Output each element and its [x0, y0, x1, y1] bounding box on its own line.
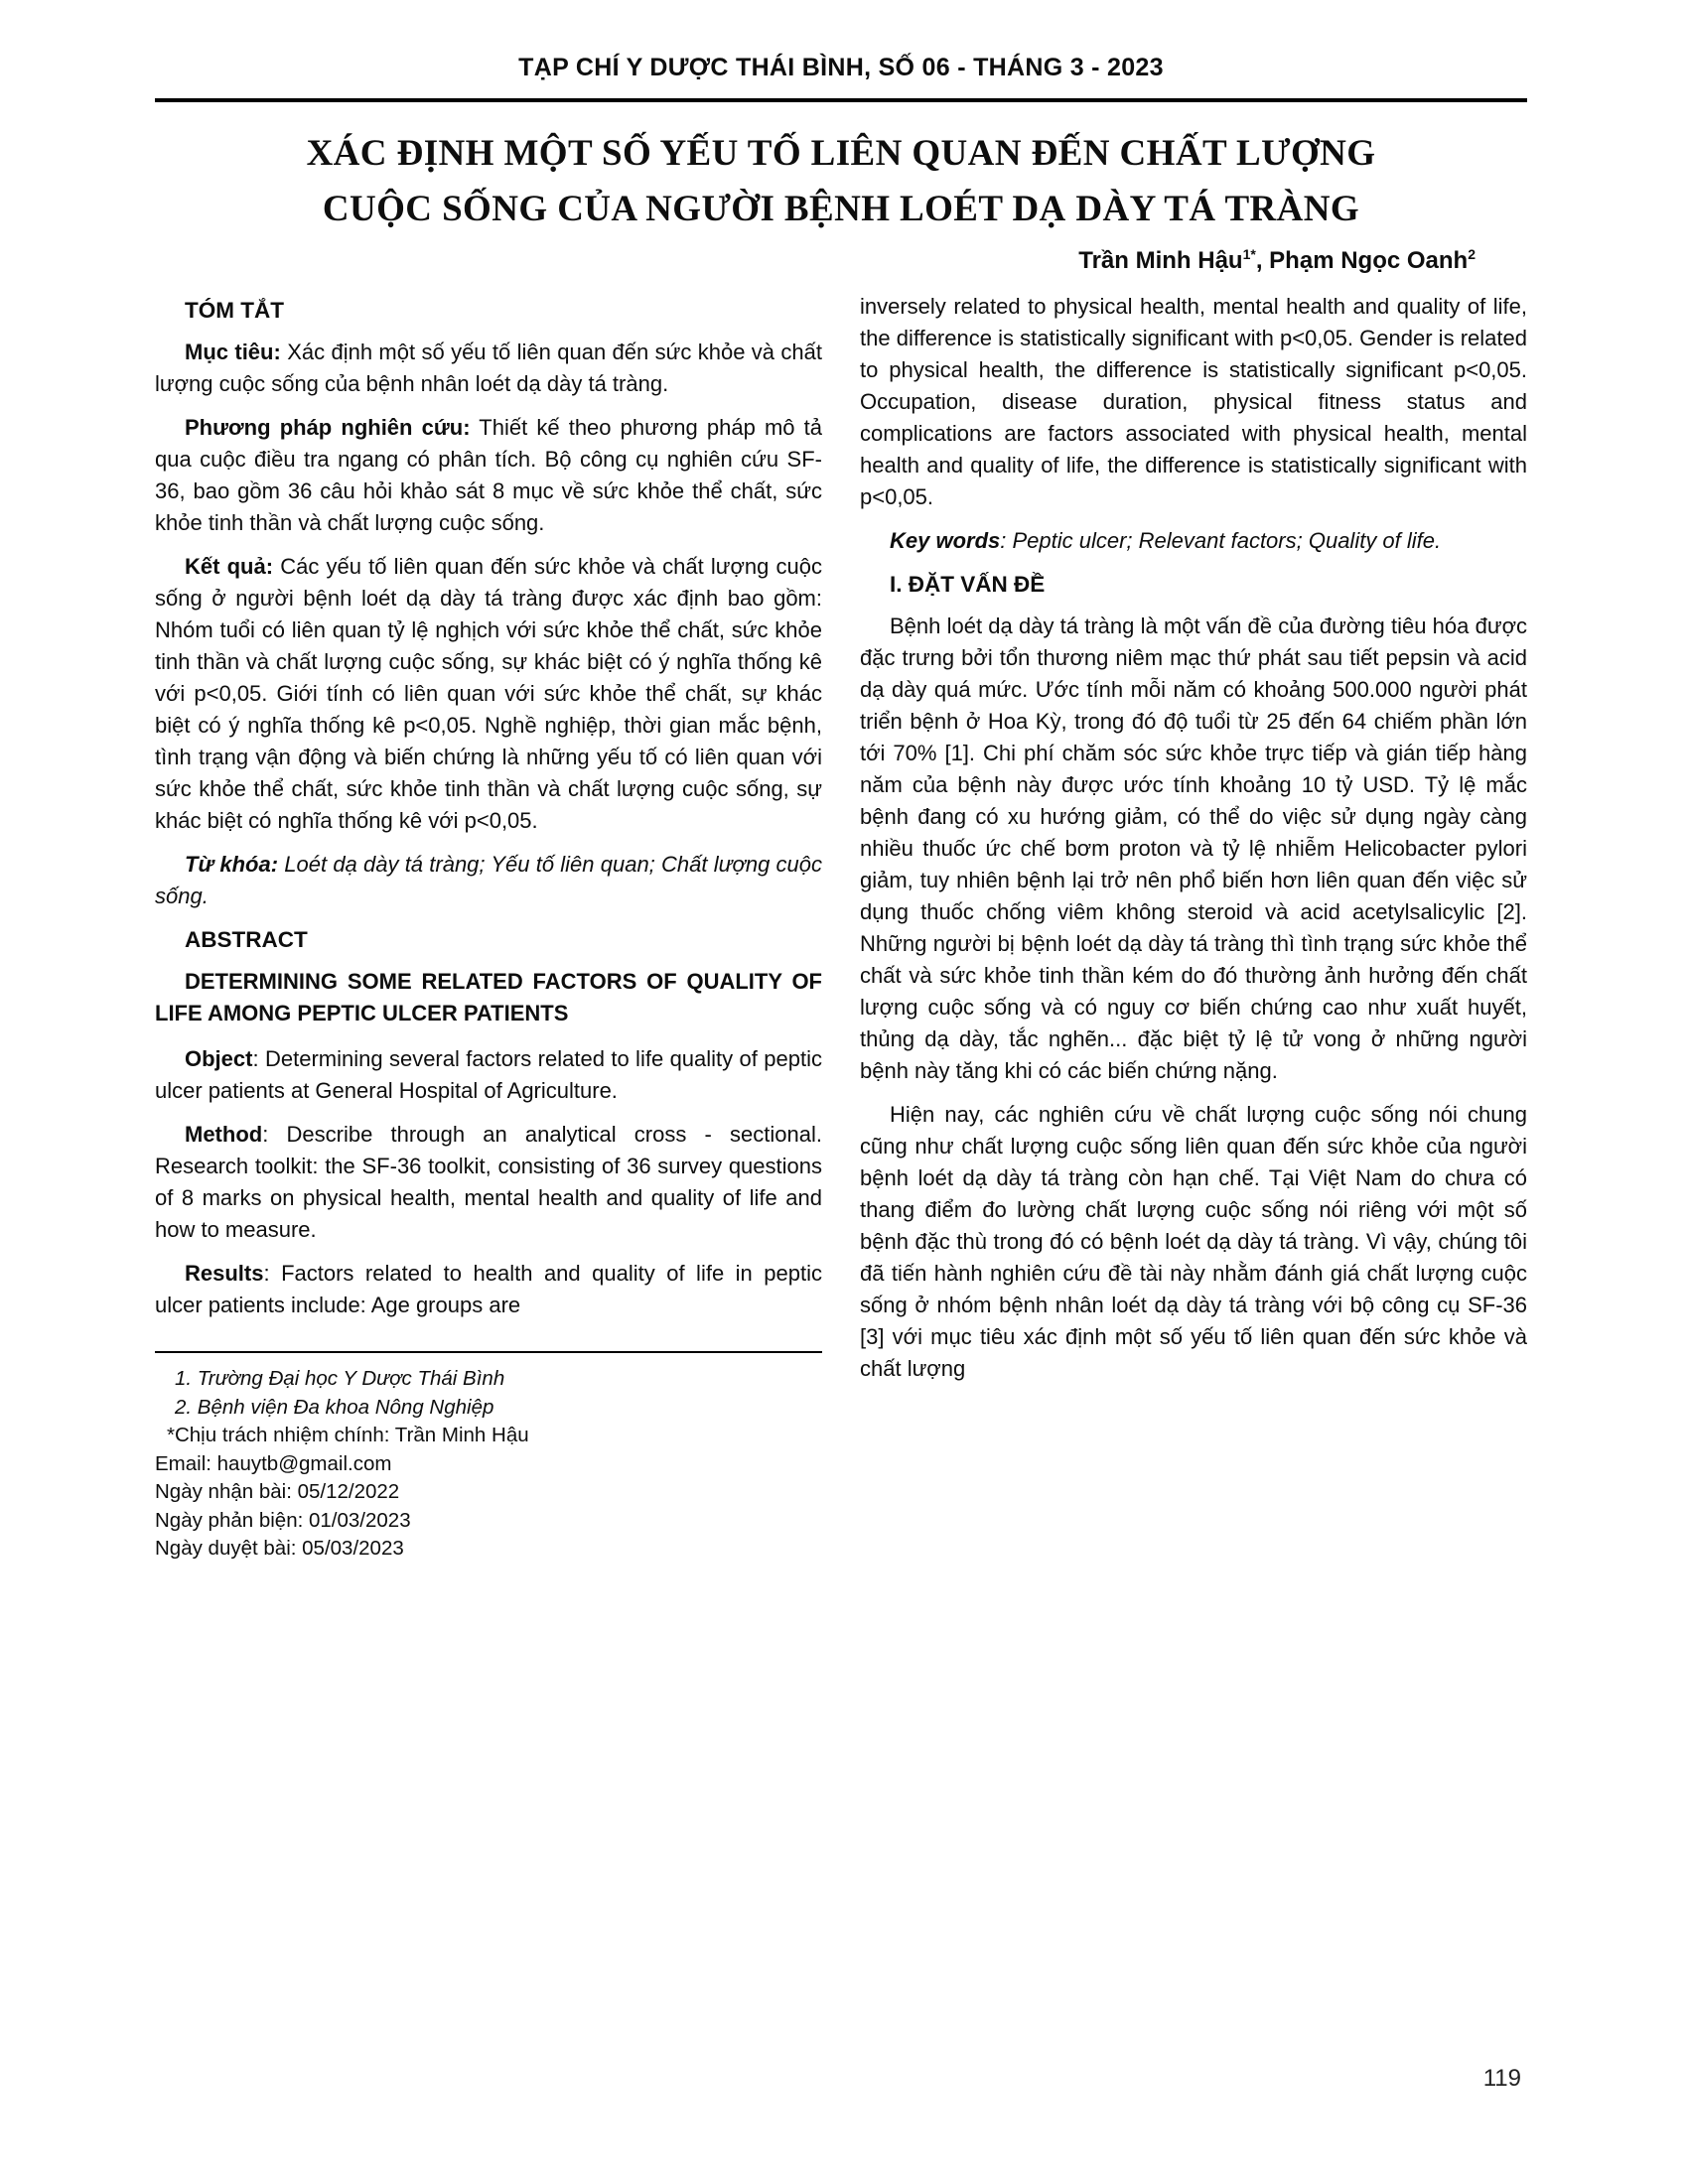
abstract-vi-keywords-paragraph — [155, 849, 822, 912]
introduction-heading: I. ĐẶT VẤN ĐỀ — [890, 572, 1046, 597]
authors-line — [155, 246, 1527, 275]
abstract-en-method-paragraph — [155, 1119, 822, 1246]
right-column — [860, 291, 1527, 1564]
keywords-vi-text: Loét dạ dày tá tràng; Yếu tố liên quan; Chất lượng cuộc sống. — [155, 852, 822, 908]
abstract-vi-method-paragraph — [155, 412, 822, 539]
article-title — [155, 126, 1527, 236]
footnote-email: Email: hauytb@gmail.com — [155, 1451, 392, 1475]
objective-label: Mục tiêu: — [185, 340, 281, 364]
abstract-en-results-continued: inversely related to physical health, mental health and quality of life, the difference is statistically significant with p<0,05. Gender is related to physical health, the difference is statistically significant p<0,05. Occupation, disease duration, physical fitness status and complications are factors associated with physical health, mental health and quality of life, the difference is statistically significant with p<0,05. — [860, 294, 1527, 509]
footnote-date-reviewed: Ngày phản biện: 01/03/2023 — [155, 1508, 411, 1532]
results-en-text: : Factors related to health and quality of life in peptic ulcer patients include: Age groups are — [155, 1261, 822, 1317]
footnote-affiliation-2: 2. Bệnh viện Đa khoa Nông Nghiệp — [175, 1395, 494, 1419]
objective-text: Xác định một số yếu tố liên quan đến sức khỏe và chất lượng cuộc sống của bệnh nhân loét dạ dày tá tràng. — [155, 340, 822, 396]
abstract-en-results-paragraph — [155, 1258, 822, 1321]
footnote-block — [155, 1351, 822, 1564]
left-column — [155, 291, 822, 1564]
abstract-en-object-paragraph — [155, 1043, 822, 1107]
keywords-vi-label: Từ khóa: — [185, 852, 279, 877]
abstract-en-keywords-paragraph — [860, 525, 1527, 557]
introduction-paragraph-2: Hiện nay, các nghiên cứu về chất lượng cuộc sống nói chung cũng như chất lượng cuộc sống liên quan đến sức khỏe của người bệnh loét dạ dày tá tràng còn hạn chế. Tại Việt Nam do chưa có thang điểm đo lường chất lượng cuộc sống nói riêng với một số bệnh đặc thù trong đó có bệnh loét dạ dày tá tràng. Vì vậy, chúng tôi đã tiến hành nghiên cứu đề tài này nhằm đánh giá chất lượng cuộc sống ở nhóm bệnh nhân loét dạ dày tá tràng với bộ công cụ SF-36 [3] với mục tiêu xác định một số yếu tố liên quan đến sức khỏe và chất lượng — [860, 1102, 1527, 1381]
abstract-vi-heading: TÓM TẮT — [185, 298, 284, 323]
method-label: Phương pháp nghiên cứu: — [185, 415, 471, 440]
abstract-vi-results-paragraph — [155, 551, 822, 837]
article-title-line2: CUỘC SỐNG CỦA NGƯỜI BỆNH LOÉT DẠ DÀY TÁ TRÀNG — [322, 188, 1360, 229]
header-rule — [155, 98, 1527, 102]
method-en-text: : Describe through an analytical cross - sectional. Research toolkit: the SF-36 toolkit, consisting of 36 survey questions of 8 marks on physical health, mental health and quality of life and how to measure. — [155, 1122, 822, 1242]
page-number: 119 — [1482, 2065, 1521, 2092]
article-title-line1: XÁC ĐỊNH MỘT SỐ YẾU TỐ LIÊN QUAN ĐẾN CHẤT LƯỢNG — [306, 133, 1376, 174]
author-2-affiliation-mark: 2 — [1468, 246, 1476, 262]
results-en-label: Results — [185, 1261, 264, 1286]
footnote-separator — [155, 1351, 822, 1353]
keywords-en-text: : Peptic ulcer; Relevant factors; Quality of life. — [1000, 528, 1442, 553]
footnote-affiliation-1: 1. Trường Đại học Y Dược Thái Bình — [175, 1367, 505, 1390]
author-1-affiliation-mark: 1* — [1242, 246, 1256, 262]
method-text: Thiết kế theo phương pháp mô tả qua cuộc điều tra ngang có phân tích. Bộ công cụ nghiên cứu SF-36, bao gồm 36 câu hỏi khảo sát 8 mục về sức khỏe thể chất, sức khỏe tinh thần và chất lượng cuộc sống. — [155, 415, 823, 535]
author-1-name: Trần Minh Hậu — [1078, 247, 1243, 274]
method-en-label: Method — [185, 1122, 263, 1147]
two-column-body — [155, 291, 1527, 1564]
footnote-corresponding-author: *Chịu trách nhiệm chính: Trần Minh Hậu — [167, 1424, 529, 1446]
footnote-date-accepted: Ngày duyệt bài: 05/03/2023 — [155, 1537, 404, 1560]
abstract-en-heading: ABSTRACT — [185, 927, 308, 952]
results-label: Kết quả: — [185, 554, 274, 579]
object-en-text: : Determining several factors related to life quality of peptic ulcer patients at General Hospital of Agriculture. — [155, 1046, 822, 1103]
keywords-en-label: Key words — [890, 528, 1001, 553]
abstract-vi-objective-paragraph — [155, 337, 822, 400]
introduction-paragraph-1: Bệnh loét dạ dày tá tràng là một vấn đề của đường tiêu hóa được đặc trưng bởi tổn thương niêm mạc thứ phát sau tiết pepsin và acid dạ dày quá mức. Ước tính mỗi năm có khoảng 500.000 người phát triển bệnh ở Hoa Kỳ, trong đó độ tuổi từ 25 đến 64 chiếm phần lớn tới 70% [1]. Chi phí chăm sóc sức khỏe trực tiếp và gián tiếp hàng năm của bệnh này được ước tính khoảng 10 tỷ USD. Tỷ lệ mắc bệnh đang có xu hướng giảm, có thể do việc sử dụng ngày càng nhiều thuốc ức chế bơm proton và tỷ lệ nhiễm Helicobacter pylori giảm, tuy nhiên bệnh lại trở nên phổ biến hơn liên quan đến việc sử dụng thuốc chống viêm không steroid và acid acetylsalicylic [2]. Những người bị bệnh loét dạ dày tá tràng thì tình trạng sức khỏe thể chất và sức khỏe tinh thần kém do đó thường ảnh hưởng đến chất lượng cuộc sống và có nguy cơ biến chứng cao như xuất huyết, thủng dạ dày, tắc nghẽn... đặc biệt tỷ lệ tử vong ở những người bệnh này tăng khi có các biến chứng nặng. — [860, 614, 1527, 1083]
author-separator: , — [1255, 247, 1270, 274]
footnote-date-received: Ngày nhận bài: 05/12/2022 — [155, 1480, 400, 1503]
object-en-label: Object — [185, 1046, 253, 1071]
author-2-name: Phạm Ngọc Oanh — [1269, 247, 1469, 274]
abstract-en-title: DETERMINING SOME RELATED FACTORS OF QUALITY OF LIFE AMONG PEPTIC ULCER PATIENTS — [155, 969, 822, 1025]
results-text: Các yếu tố liên quan đến sức khỏe và chất lượng cuộc sống ở người bệnh loét dạ dày tá tràng được xác định bao gồm: Nhóm tuổi có liên quan tỷ lệ nghịch với sức khỏe thể chất, sức khỏe tinh thần và chất lượng cuộc sống, sự khác biệt có ý nghĩa thống kê với p<0,05. Giới tính có liên quan với sức khỏe thể chất, sự khác biệt có ý nghĩa thống kê p<0,05. Nghề nghiệp, thời gian mắc bệnh, tình trạng vận động và biến chứng là những yếu tố có liên quan với sức khỏe thể chất, sức khỏe tinh thần và chất lượng cuộc sống, sự khác biệt có nghĩa thống kê với p<0,05. — [155, 554, 822, 833]
journal-header: TẠP CHÍ Y DƯỢC THÁI BÌNH, SỐ 06 - THÁNG 3 - 2023 — [518, 54, 1164, 81]
